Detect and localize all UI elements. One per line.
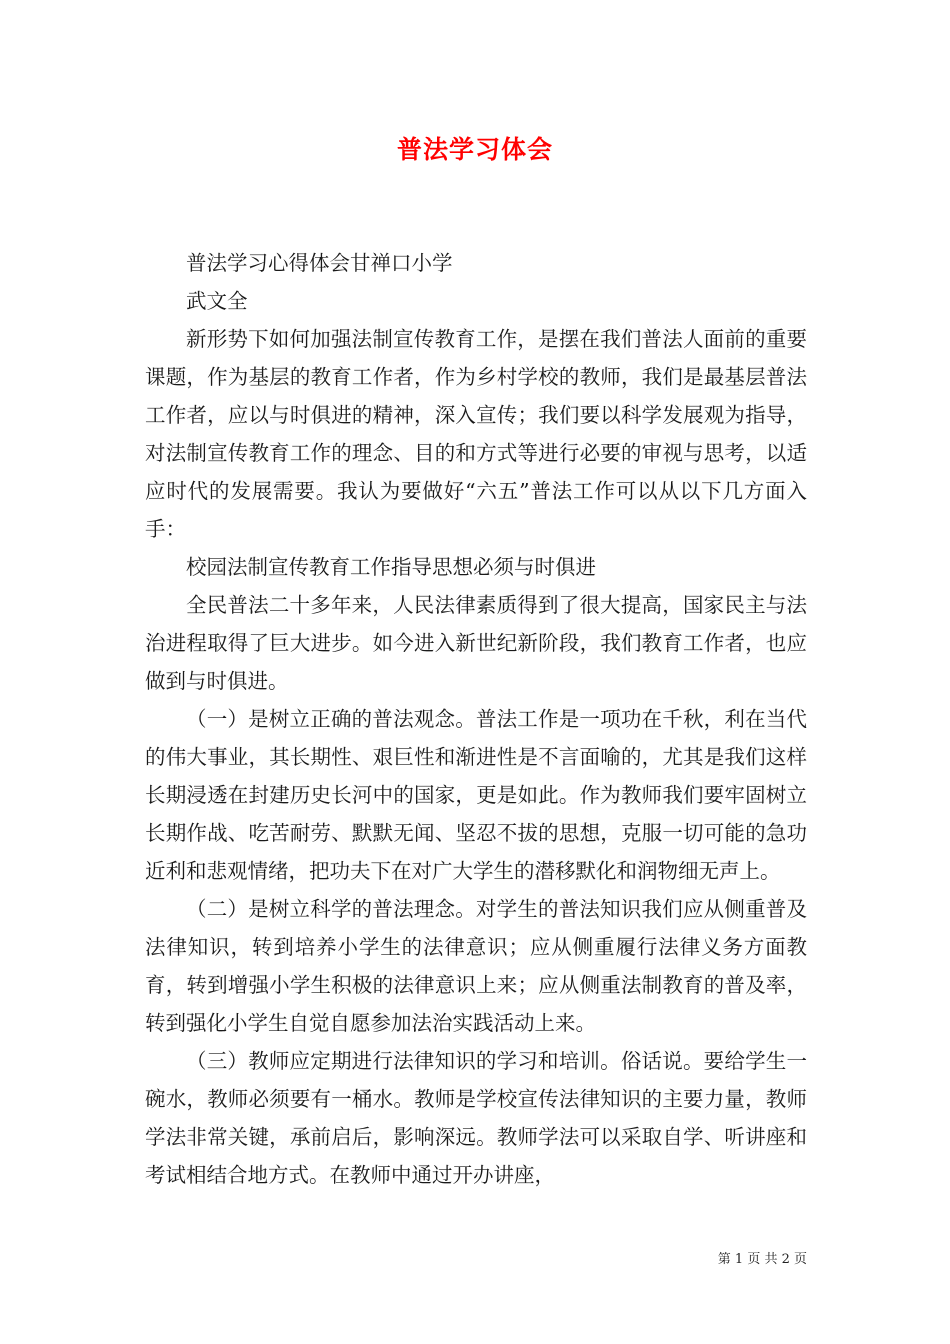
paragraph-point-three: （三）教师应定期进行法律知识的学习和培训。俗话说。要给学生一碗水，教师必须要有一桶水。教师是学校宣传法律知识的主要力量，教师学法非常关键，承前启后，影响深远。教师学法可以采取自学、听讲座和考试相结合地方式。在教师中通过开办讲座， (145, 1049, 807, 1187)
paragraph-intro: 新形势下如何加强法制宣传教育工作，是摆在我们普法人面前的重要课题，作为基层的教育工作者，作为乡村学校的教师，我们是最基层普法工作者，应以与时俱进的精神，深入宣传；我们要以科学发展观为指导，对法制宣传教育工作的理念、目的和方式等进行必要的审视与思考，以适应时代的发展需要。我认为要做好“六五”普法工作可以从以下几方面入手： (145, 327, 807, 541)
document-title: 普法学习体会 (396, 135, 553, 164)
paragraph-point-one: （一）是树立正确的普法观念。普法工作是一项功在千秋，利在当代的伟大事业，其长期性、艰巨性和渐进性是不言面喻的，尤其是我们这样长期浸透在封建历史长河中的国家，更是如此。作为教师我们要牢固树立长期作战、吃苦耐劳、默默无闻、坚忍不拔的思想，克服一切可能的急功近利和悲观情绪，把功夫下在对广大学生的潜移默化和润物细无声上。 (145, 707, 807, 883)
paragraph-author: 武文全 (186, 289, 248, 313)
paragraph-point-two: （二）是树立科学的普法理念。对学生的普法知识我们应从侧重普及法律知识，转到培养小学生的法律意识；应从侧重履行法律义务方面教育，转到增强小学生积极的法律意识上来；应从侧重法制教育的普及率，转到强化小学生自觉自愿参加法治实践活动上来。 (145, 897, 807, 1035)
paragraph-subtitle: 普法学习心得体会甘禅口小学 (186, 251, 453, 275)
paragraph-progress: 全民普法二十多年来，人民法律素质得到了很大提高，国家民主与法治进程取得了巨大进步。如今进入新世纪新阶段，我们教育工作者，也应做到与时俱进。 (145, 593, 807, 693)
document-body (145, 244, 807, 1194)
paragraph-heading: 校园法制宣传教育工作指导思想必须与时俱进 (186, 555, 596, 579)
page-number: 第 1 页 共 2 页 (717, 1252, 807, 1267)
